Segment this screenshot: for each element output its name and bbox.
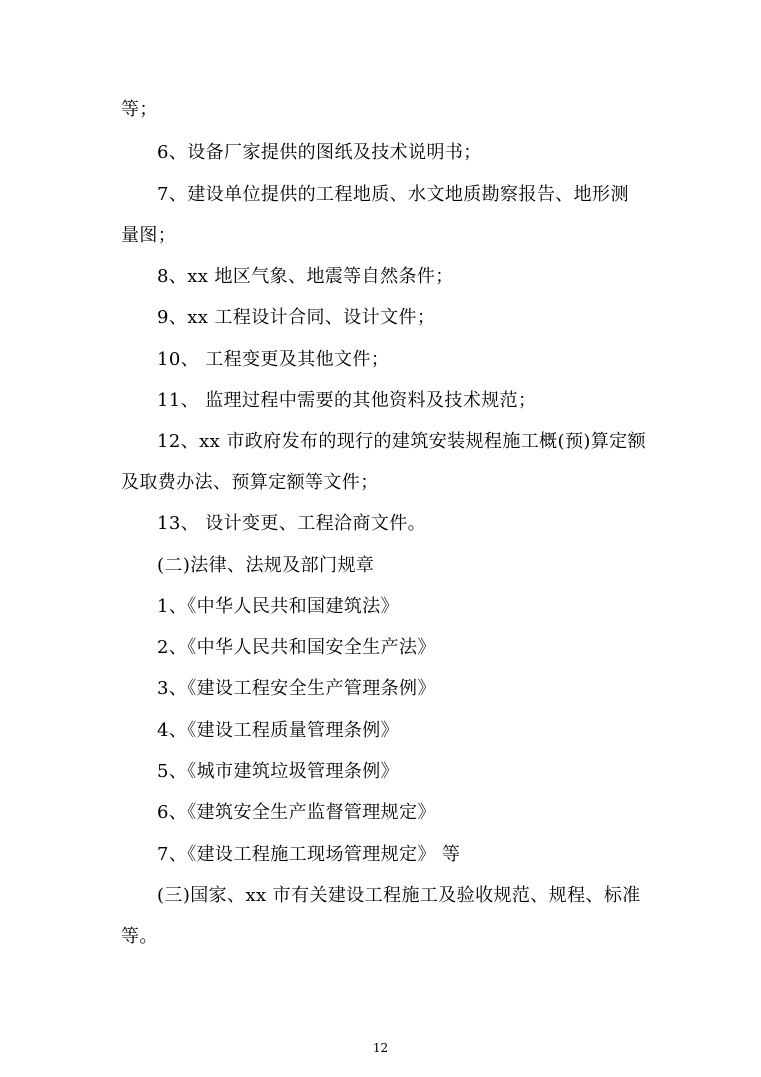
section-heading-standards: (三)国家、xx 市有关建设工程施工及验收规范、规程、标准: [157, 885, 641, 906]
list-item-8: 8、xx 地区气象、地震等自然条件；: [157, 266, 454, 287]
law-item-3: 3、《建设工程安全生产管理条例》: [157, 678, 436, 699]
list-item-9: 9、xx 工程设计合同、设计文件；: [157, 307, 436, 328]
page-number: 12: [372, 1041, 389, 1055]
text-line-continuation: 等；: [121, 99, 158, 120]
list-item-11: 11、 监理过程中需要的其他资料及技术规范；: [157, 390, 537, 411]
law-item-2: 2、《中华人民共和国安全生产法》: [157, 637, 436, 658]
list-item-13: 13、 设计变更、工程洽商文件。: [157, 513, 427, 534]
list-item-12: 12、xx 市政府发布的现行的建筑安装规程施工概(预)算定额: [157, 431, 646, 452]
list-item-7-continuation: 量图；: [121, 225, 177, 246]
list-item-6: 6、设备厂家提供的图纸及技术说明书；: [157, 142, 482, 163]
section-heading-standards-continuation: 等。: [121, 926, 158, 947]
section-heading-laws: (二)法律、法规及部门规章: [157, 555, 375, 576]
list-item-12-continuation: 及取费办法、预算定额等文件；: [121, 472, 379, 493]
law-item-1: 1、《中华人民共和国建筑法》: [157, 596, 400, 617]
law-item-4: 4、《建设工程质量管理条例》: [157, 720, 400, 741]
law-item-5: 5、《城市建筑垃圾管理条例》: [157, 761, 400, 782]
law-item-7: 7、《建设工程施工现场管理规定》 等: [157, 844, 461, 865]
list-item-10: 10、 工程变更及其他文件；: [157, 349, 390, 370]
law-item-6: 6、《建筑安全生产监督管理规定》: [157, 802, 436, 823]
list-item-7: 7、建设单位提供的工程地质、水文地质勘察报告、地形测: [157, 184, 629, 205]
